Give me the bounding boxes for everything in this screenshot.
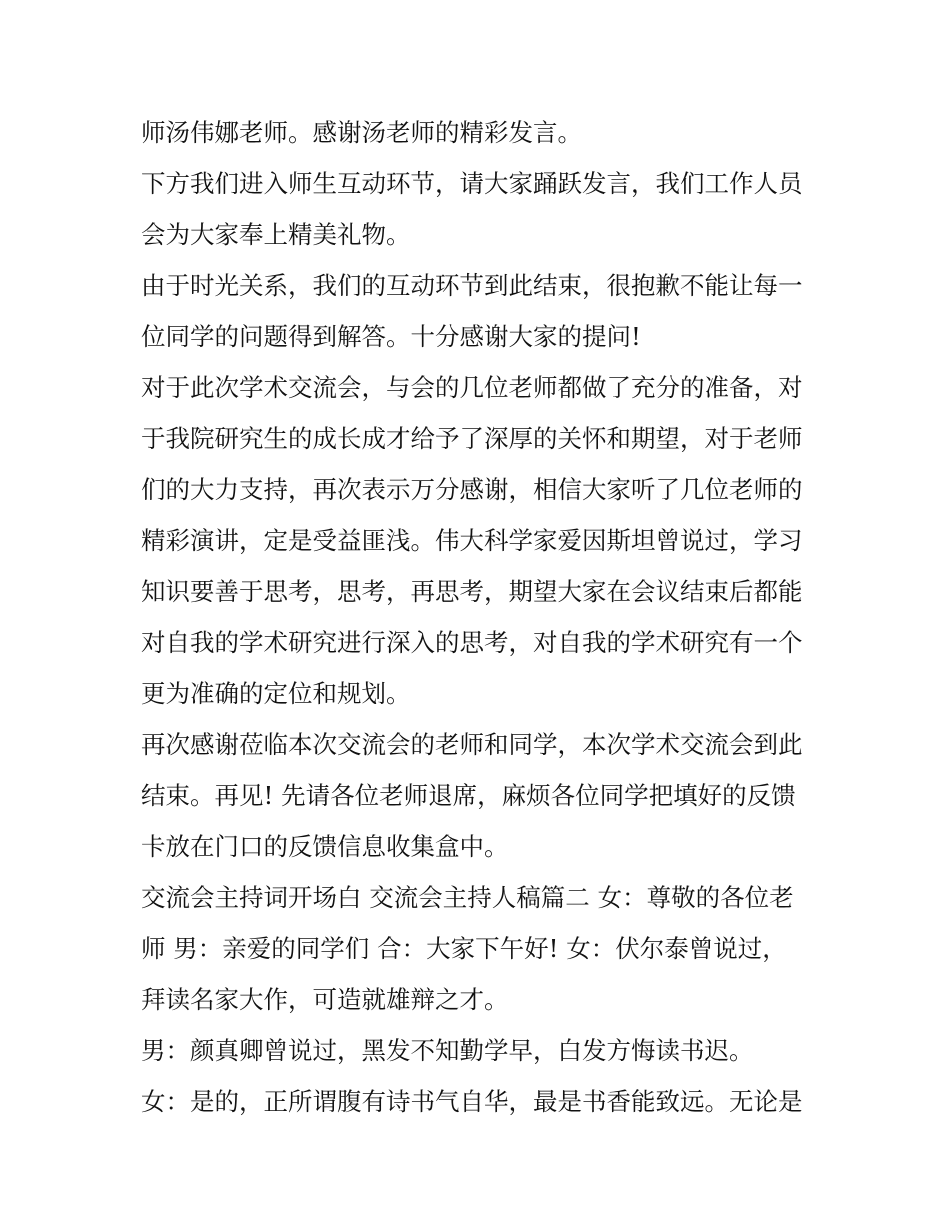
text-line: 对于此次学术交流会，与会的几位老师都做了充分的准备，对 <box>141 373 803 402</box>
text-line: 知识要善于思考，思考，再思考，期望大家在会议结束后都能 <box>141 577 803 606</box>
document-body <box>141 107 821 1127</box>
text-line: 会为大家奉上精美礼物。 <box>141 220 411 249</box>
text-line: 男：颜真卿曾说过，黑发不知勤学早，白发方悔读书迟。 <box>141 1036 754 1065</box>
text-line: 卡放在门口的反馈信息收集盒中。 <box>141 832 509 861</box>
text-line: 再次感谢莅临本次交流会的老师和同学，本次学术交流会到此 <box>141 730 803 759</box>
text-line: 由于时光关系，我们的互动环节到此结束，很抱歉不能让每一 <box>141 271 803 300</box>
text-line: 师 男：亲爱的同学们 合：大家下午好! 女：伏尔泰曾说过， <box>141 934 787 963</box>
text-line: 交流会主持词开场白 交流会主持人稿篇二 女：尊敬的各位老 <box>141 883 794 912</box>
text-line: 精彩演讲，定是受益匪浅。伟大科学家爱因斯坦曾说过，学习 <box>141 526 803 555</box>
text-line: 下方我们进入师生互动环节，请大家踊跃发言，我们工作人员 <box>141 169 803 198</box>
text-line: 位同学的问题得到解答。十分感谢大家的提问! <box>141 322 641 351</box>
text-line: 师汤伟娜老师。感谢汤老师的精彩发言。 <box>141 118 582 147</box>
text-line: 结束。再见! 先请各位老师退席，麻烦各位同学把填好的反馈 <box>141 781 796 810</box>
text-line: 于我院研究生的成长成才给予了深厚的关怀和期望，对于老师 <box>141 424 803 453</box>
text-line: 们的大力支持，再次表示万分感谢，相信大家听了几位老师的 <box>141 475 803 504</box>
text-line: 女：是的，正所谓腹有诗书气自华，最是书香能致远。无论是 <box>141 1087 803 1116</box>
text-line: 拜读名家大作，可造就雄辩之才。 <box>141 985 509 1014</box>
text-line: 对自我的学术研究进行深入的思考，对自我的学术研究有一个 <box>141 628 803 657</box>
text-line: 更为准确的定位和规划。 <box>141 679 411 708</box>
